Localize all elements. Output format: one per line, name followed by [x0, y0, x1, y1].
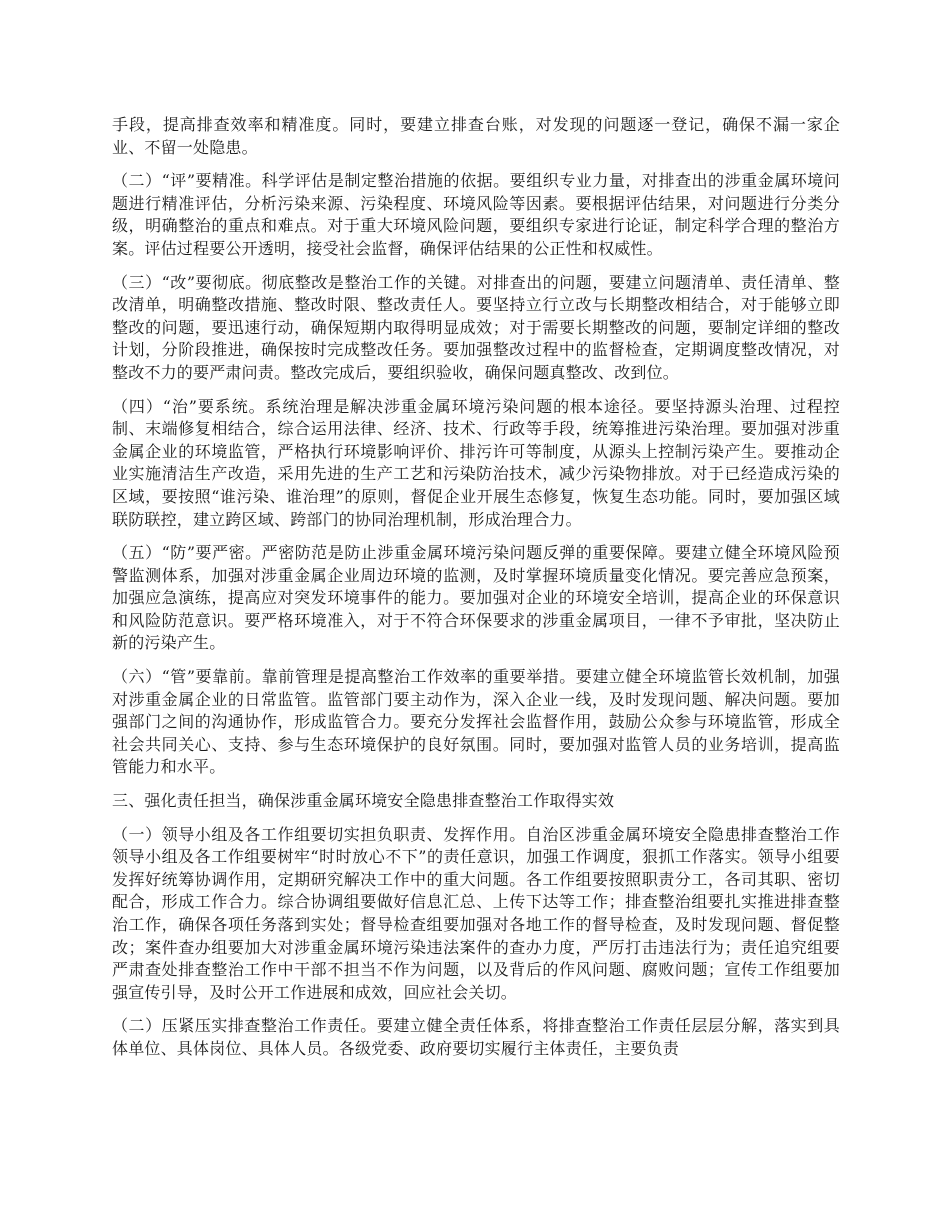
paragraph-prevent: （五）“防”要严密。严密防范是防止涉重金属环境污染问题反弹的重要保障。要建立健全环境风险预警监测体系，加强对涉重金属企业周边环境的监测，及时掌握环境质量变化情况。要完善应急预案，加强应急演练，提高应对突发环境事件的能力。要加强对企业的环境安全培训，提高企业的环保意识和风险防范意识。要严格环境准入，对于不符合环保要求的涉重金属项目，一律不予审批，坚决防止新的污染产生。	[112, 543, 840, 653]
paragraph-govern: （四）“治”要系统。系统治理是解决涉重金属环境污染问题的根本途径。要坚持源头治理、过程控制、末端修复相结合，综合运用法律、经济、技术、行政等手段，统筹推进污染治理。要加强对涉重金属企业的环境监管，严格执行环境影响评价、排污许可等制度，从源头上控制污染产生。要推动企业实施清洁生产改造，采用先进的生产工艺和污染防治技术，减少污染物排放。对于已经造成污染的区域，要按照“谁污染、谁治理”的原则，督促企业开展生态修复，恢复生态功能。同时，要加强区域联防联控，建立跨区域、跨部门的协同治理机制，形成治理合力。	[112, 396, 840, 529]
paragraph-leadership: （一）领导小组及各工作组要切实担负职责、发挥作用。自治区涉重金属环境安全隐患排查整治工作领导小组及各工作组要树牢“时时放心不下”的责任意识，加强工作调度，狠抓工作落实。领导小组要发挥好统筹协调作用，定期研究解决工作中的重大问题。各工作组要按照职责分工，各司其职、密切配合，形成工作合力。综合协调组要做好信息汇总、上传下达等工作；排查整治组要扎实推进排查整治工作，确保各项任务落到实处；督导检查组要加强对各地工作的督导检查，及时发现问题、督促整改；案件查办组要加大对涉重金属环境污染违法案件的查办力度，严厉打击违法行为；责任追究组要严肃查处排查整治工作中干部不担当不作为问题，以及背后的作风问题、腐败问题；宣传工作组要加强宣传引导，及时公开工作进展和成效，回应社会关切。	[112, 824, 840, 1002]
paragraph-responsibility: （二）压紧压实排查整治工作责任。要建立健全责任体系，将排查整治工作责任层层分解，落实到具体单位、具体岗位、具体人员。各级党委、政府要切实履行主体责任，主要负责	[112, 1016, 840, 1058]
paragraph-rectify: （三）“改”要彻底。彻底整改是整治工作的关键。对排查出的问题，要建立问题清单、责任清单、整改清单，明确整改措施、整改时限、整改责任人。要坚持立行立改与长期整改相结合，对于能够立即整改的问题，要迅速行动，确保短期内取得明显成效；对于需要长期整改的问题，要制定详细的整改计划，分阶段推进，确保按时完成整改任务。要加强整改过程中的监督检查，定期调度整改情况，对整改不力的要严肃问责。整改完成后，要组织验收，确保问题真整改、改到位。	[112, 272, 840, 382]
paragraph-evaluate: （二）“评”要精准。科学评估是制定整治措施的依据。要组织专业力量，对排查出的涉重金属环境问题进行精准评估，分析污染来源、污染程度、环境风险等因素。要根据评估结果，对问题进行分类分级，明确整治的重点和难点。对于重大环境风险问题，要组织专家进行论证，制定科学合理的整治方案。评估过程要公开透明，接受社会监督，确保评估结果的公正性和权威性。	[112, 171, 840, 258]
section-heading-three: 三、强化责任担当，确保涉重金属环境安全隐患排查整治工作取得实效	[112, 791, 615, 811]
document-page	[112, 114, 840, 1072]
paragraph-continuation: 手段，提高排查效率和精准度。同时，要建立排查台账，对发现的问题逐一登记，确保不漏一家企业、不留一处隐患。	[112, 115, 840, 157]
paragraph-manage: （六）“管”要靠前。靠前管理是提高整治工作效率的重要举措。要建立健全环境监管长效机制，加强对涉重金属企业的日常监管。监管部门要主动作为，深入企业一线，及时发现问题、解决问题。要加强部门之间的沟通协作，形成监管合力。要充分发挥社会监督作用，鼓励公众参与环境监管，形成全社会共同关心、支持、参与生态环境保护的良好氛围。同时，要加强对监管人员的业务培训，提高监管能力和水平。	[112, 667, 840, 777]
